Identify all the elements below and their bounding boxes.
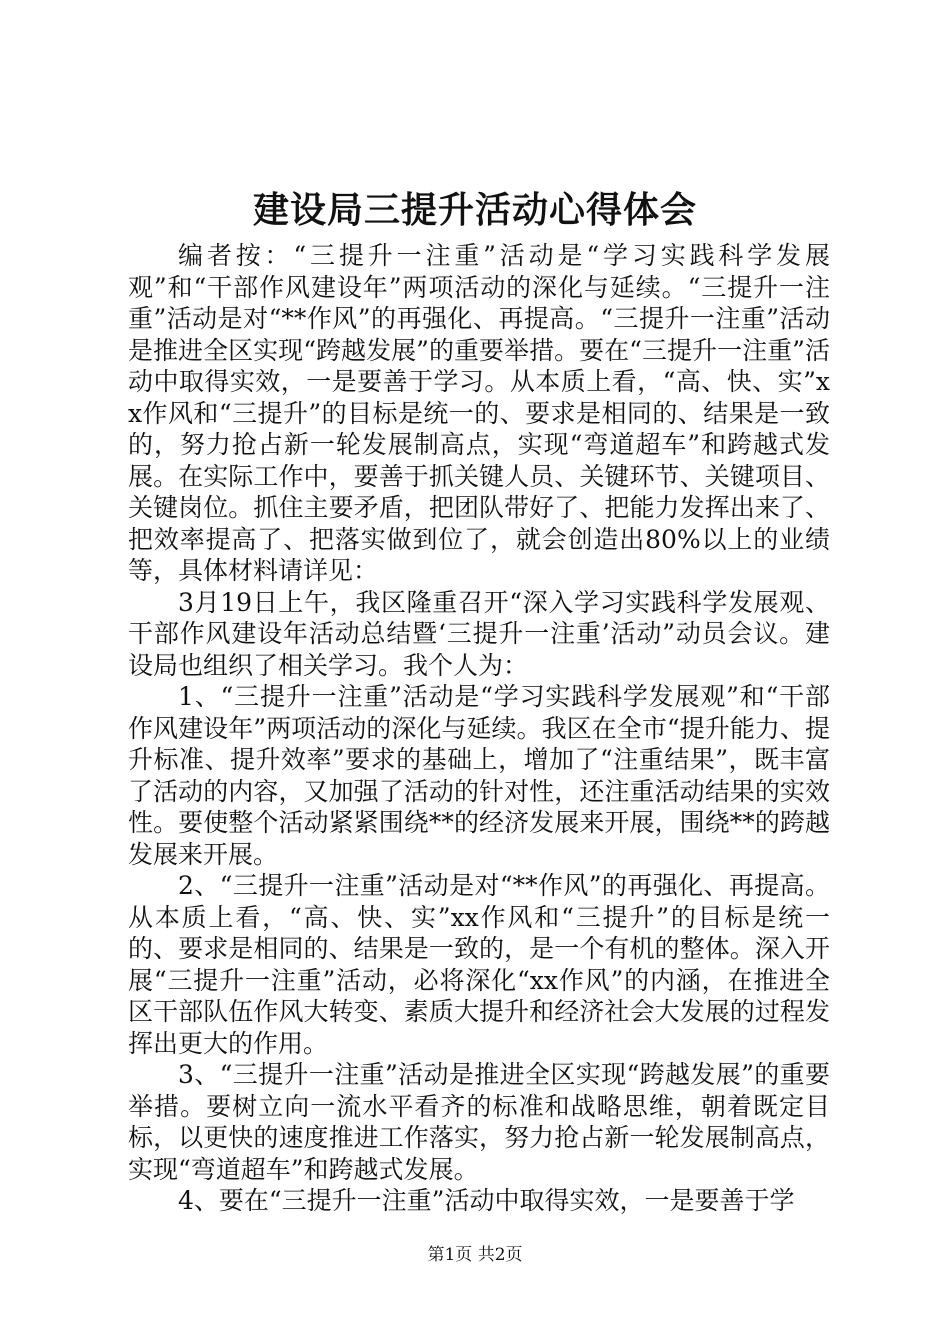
document-title: 建设局三提升活动心得体会 xyxy=(252,189,697,231)
paragraph-point-4: 4、要在“三提升一注重”活动中取得实效，一是要善于学 xyxy=(178,1186,795,1215)
paragraph-editor-note: 编者按：“三提升一注重”活动是“学习实践科学发展观”和“干部作风建设年”两项活动的深化与延续。“三提升一注重”活动是对“**作风”的再强化、再提高。“三提升一注重”活动是推进全区实现“跨越发展”的重要举措。要在“三提升一注重”活动中取得实效，一是要善于学习。从本质上看，“高、快、实”xx作风和“三提升”的目标是统一的、要求是相同的、结果是一致的，努力抢占新一轮发展制高点，实现“弯道超车”和跨越式发展。在实际工作中，要善于抓关键人员、关键环节、关键项目、关键岗位。抓住主要矛盾，把团队带好了、把能力发挥出来了、把效率提高了、把落实做到位了，就会创造出80%以上的业绩等，具体材料请详见： xyxy=(128,241,830,585)
page-number-footer: 第1页 共2页 xyxy=(427,1245,523,1265)
document-body xyxy=(128,240,830,1217)
paragraph-point-1: 1、“三提升一注重”活动是“学习实践科学发展观”和“干部作风建设年”两项活动的深化与延续。我区在全市“提升能力、提升标准、提升效率”要求的基础上，增加了“注重结果”，既丰富了活动的内容，又加强了活动的针对性，还注重活动结果的实效性。要使整个活动紧紧围绕**的经济发展来开展，围绕**的跨越发展来开展。 xyxy=(128,682,830,869)
paragraph-point-3: 3、“三提升一注重”活动是推进全区实现“跨越发展”的重要举措。要树立向一流水平看齐的标准和战略思维，朝着既定目标，以更快的速度推进工作落实，努力抢占新一轮发展制高点，实现“弯道超车”和跨越式发展。 xyxy=(128,1060,830,1184)
paragraph-meeting: 3月19日上午，我区隆重召开“深入学习实践科学发展观、干部作风建设年活动总结暨‘三提升一注重’活动”动员会议。建设局也组织了相关学习。我个人为： xyxy=(128,587,830,680)
paragraph-point-2: 2、“三提升一注重”活动是对“**作风”的再强化、再提高。从本质上看，“高、快、实”xx作风和“三提升”的目标是统一的、要求是相同的、结果是一致的，是一个有机的整体。深入开展“三提升一注重”活动，必将深化“xx作风”的内涵，在推进全区干部队伍作风大转变、素质大提升和经济社会大发展的过程发挥出更大的作用。 xyxy=(128,871,830,1058)
